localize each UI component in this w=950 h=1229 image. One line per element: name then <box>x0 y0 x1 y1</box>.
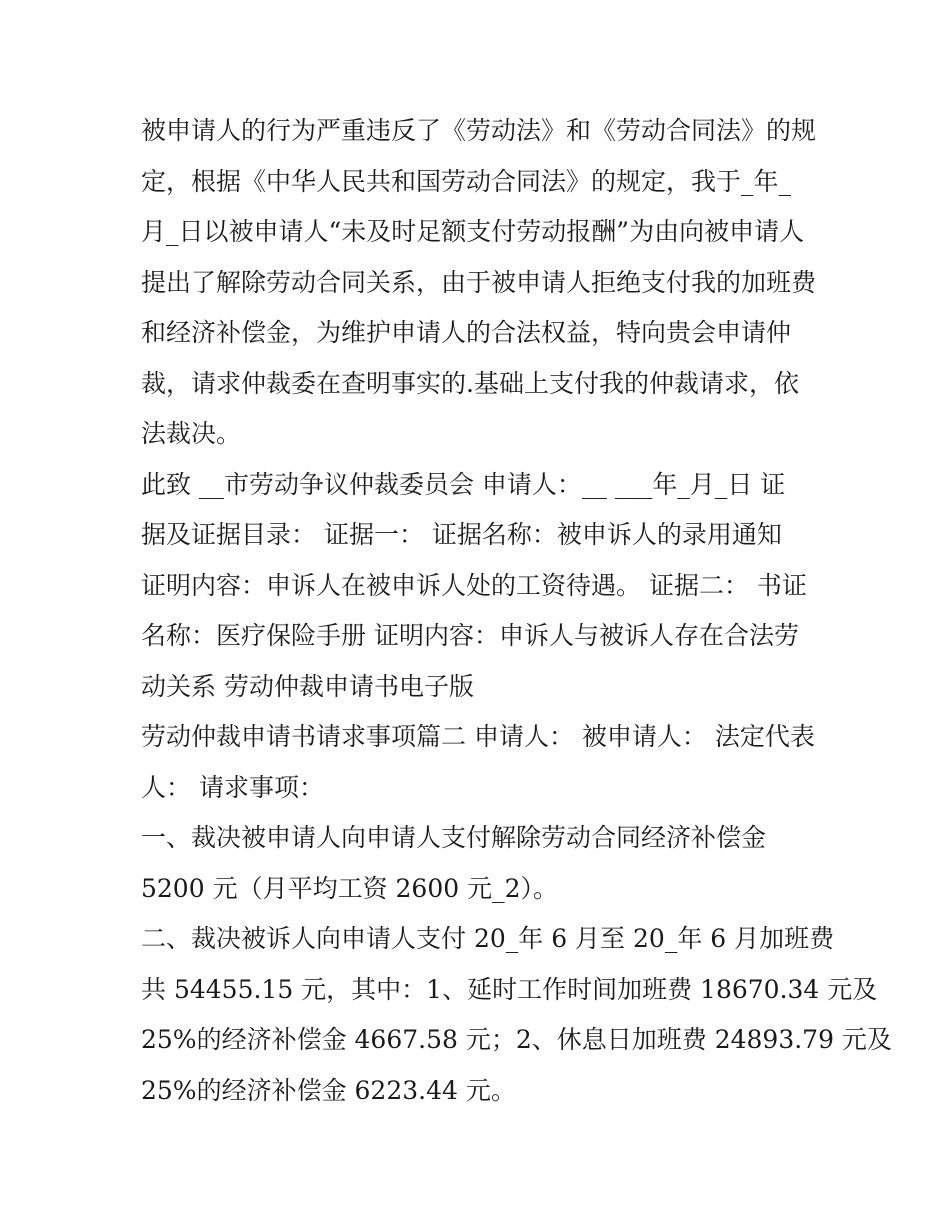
text-line: 提出了解除劳动合同关系，由于被申请人拒绝支付我的加班费 <box>141 267 817 297</box>
text-line: 二、裁决被诉人向申请人支付 20_年 6 月至 20_年 6 月加班费 <box>141 924 835 953</box>
text-line: 裁，请求仲裁委在查明事实的.基础上支付我的仲裁请求，依 <box>141 368 799 398</box>
text-line: 此致 __市劳动争议仲裁委员会 申请人：__ ___年_月_日 证 <box>141 469 786 499</box>
text-line: 定，根据《中华人民共和国劳动合同法》的规定，我于_年_ <box>141 166 792 196</box>
text-line: 动关系 劳动仲裁申请书电子版 <box>141 671 474 701</box>
document-body <box>141 106 892 1116</box>
text-line: 5200 元（月平均工资 2600 元_2）。 <box>141 873 558 903</box>
text-line: 共 54455.15 元，其中：1、延时工作时间加班费 18670.34 元及 <box>141 974 878 1004</box>
text-line: 月_日以被申请人“未及时足额支付劳动报酬”为由向被申请人 <box>141 217 805 246</box>
text-line: 一、裁决被申请人向申请人支付解除劳动合同经济补偿金 <box>141 823 767 852</box>
text-line: 证明内容：申诉人在被申诉人处的工资待遇。 证据二： 书证 <box>141 570 807 600</box>
text-line: 被申请人的行为严重违反了《劳动法》和《劳动合同法》的规 <box>141 116 817 145</box>
text-line: 法裁决。 <box>141 419 242 448</box>
text-line: 名称：医疗保险手册 证明内容：申诉人与被诉人存在合法劳 <box>141 621 799 650</box>
text-line: 劳动仲裁申请书请求事项篇二 申请人： 被申请人： 法定代表 <box>141 722 815 751</box>
text-line: 25%的经济补偿金 4667.58 元；2、休息日加班费 24893.79 元及 <box>141 1025 892 1054</box>
text-line: 25%的经济补偿金 6223.44 元。 <box>141 1075 516 1105</box>
text-line: 人： 请求事项： <box>141 772 324 802</box>
text-line: 和经济补偿金，为维护申请人的合法权益，特向贵会申请仲 <box>141 318 792 347</box>
text-line: 据及证据目录： 证据一： 证据名称：被申诉人的录用通知 <box>141 520 782 549</box>
